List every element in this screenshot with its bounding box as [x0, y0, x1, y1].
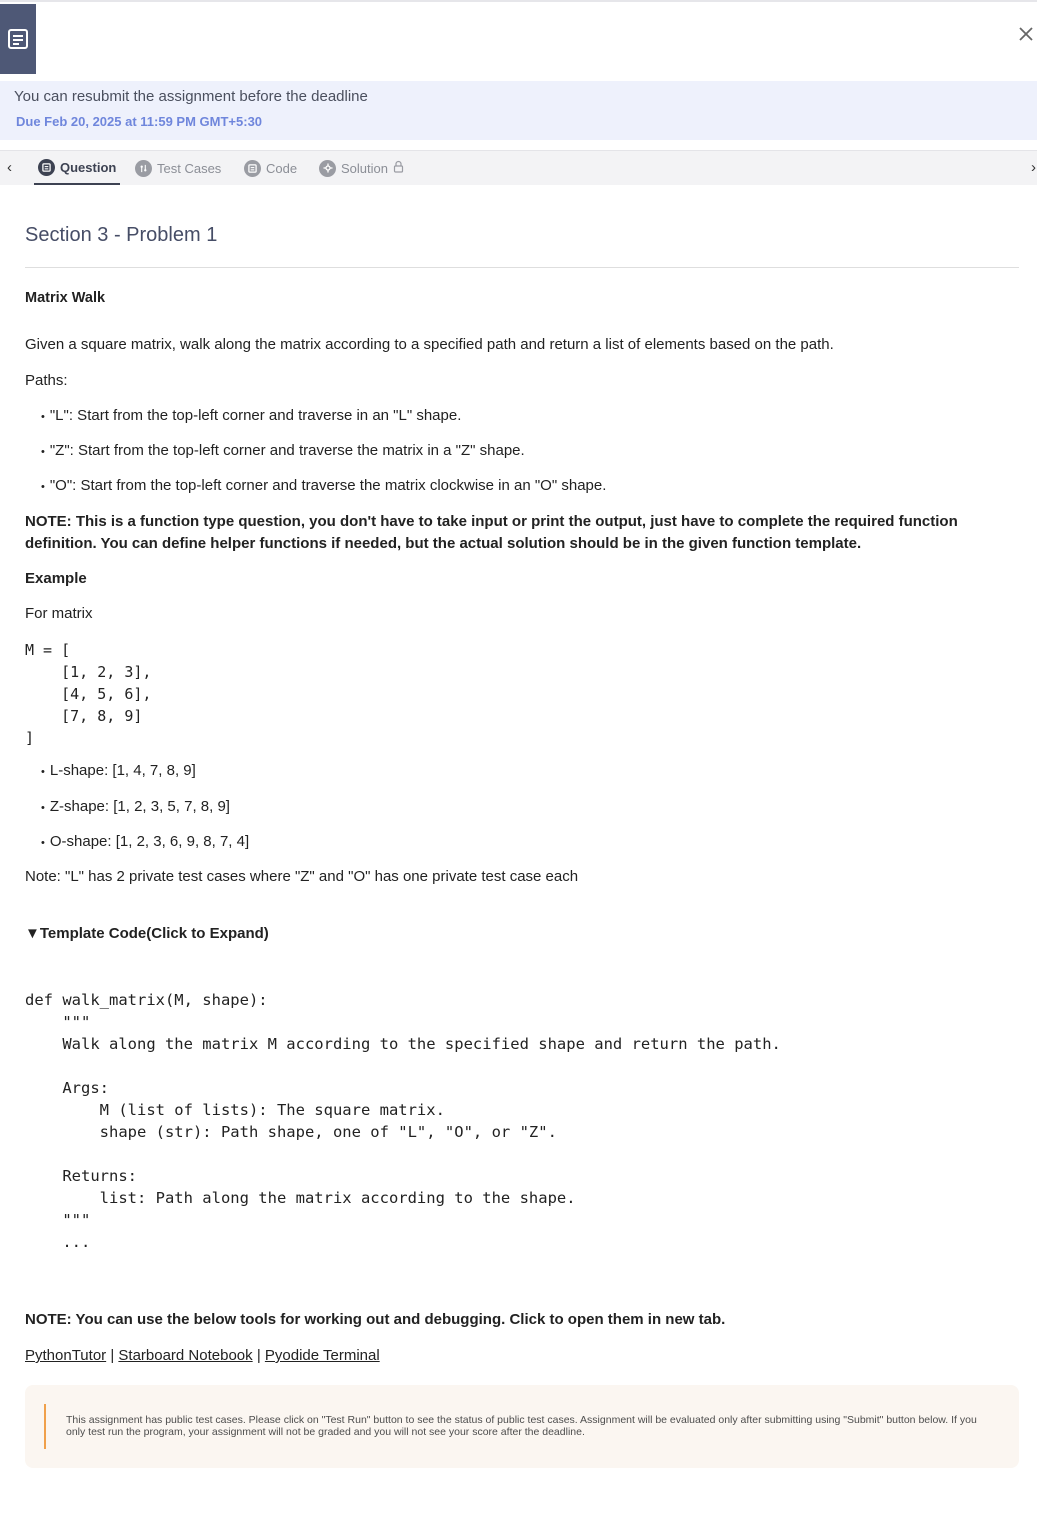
tab-scroll-right-button[interactable]: ›: [1031, 159, 1036, 176]
example-heading: Example: [25, 570, 87, 587]
tab-solution[interactable]: [319, 151, 404, 185]
close-icon[interactable]: [1015, 20, 1037, 48]
tab-label: Solution: [341, 160, 388, 176]
code-icon: [244, 160, 261, 177]
due-date: Due Feb 20, 2025 at 11:59 PM GMT+5:30: [16, 114, 263, 129]
document-icon[interactable]: [0, 4, 36, 74]
lock-icon: [393, 160, 404, 176]
template-code-toggle[interactable]: ▼Template Code(Click to Expand): [25, 925, 269, 942]
tab-bar: [0, 150, 1037, 185]
tab-label: Code: [266, 160, 298, 176]
list-item: • O-shape: [1, 2, 3, 6, 9, 8, 7, 4]: [41, 833, 249, 850]
page-title: Section 3 - Problem 1: [25, 224, 218, 246]
for-matrix-label: For matrix: [25, 605, 93, 622]
matrix-code-block: M = [ [1, 2, 3], [4, 5, 6], [7, 8, 9] ]: [25, 641, 152, 747]
question-icon: [38, 159, 55, 176]
tab-label: Test Cases: [157, 160, 222, 176]
tab-code[interactable]: [244, 151, 297, 185]
notice-message: You can resubmit the assignment before the deadline: [14, 88, 368, 105]
list-item: • L-shape: [1, 4, 7, 8, 9]: [41, 762, 196, 779]
list-item: • "L": Start from the top-left corner and traverse in an "L" shape.: [41, 407, 461, 424]
test-cases-icon: [135, 160, 152, 177]
problem-description: Given a square matrix, walk along the matrix according to a specified path and return a list of elements based on the path.: [25, 336, 834, 353]
public-test-info-box: [25, 1385, 1019, 1468]
link-separator: |: [106, 1347, 119, 1364]
divider: [25, 267, 1019, 268]
list-item: • "O": Start from the top-left corner and traverse the matrix clockwise in an "O" shape.: [41, 477, 606, 494]
tab-test-cases[interactable]: [135, 151, 221, 185]
pyodide-terminal-link[interactable]: Pyodide Terminal: [264, 1347, 380, 1364]
function-note: NOTE: This is a function type question, you don't have to take input or print the output, just have to complete the required function definition. You can define helper functions if needed, but the actual solution should be in the given function template.: [25, 513, 958, 552]
resubmit-notice: [0, 81, 1037, 140]
list-item: • Z-shape: [1, 2, 3, 5, 7, 8, 9]: [41, 798, 230, 815]
problem-name: Matrix Walk: [25, 290, 106, 306]
tab-scroll-left-button[interactable]: ‹: [7, 159, 12, 176]
info-accent-bar: [44, 1404, 46, 1449]
starboard-notebook-link[interactable]: Starboard Notebook: [118, 1347, 253, 1364]
pythontutor-link[interactable]: PythonTutor: [25, 1347, 107, 1364]
tab-label: Question: [60, 159, 117, 175]
private-test-note: Note: "L" has 2 private test cases where "Z" and "O" has one private test case each: [25, 868, 579, 885]
link-separator: |: [252, 1347, 265, 1364]
top-bar: [0, 0, 1037, 78]
tab-question[interactable]: [34, 151, 120, 185]
info-text: This assignment has public test cases. Please click on "Test Run" button to see the status of public test cases. Assignment will be evaluated only after submitting using "Submit" button below. If you only test run the program, your assignment will not be graded and you will not see your score after the deadline.: [66, 1414, 977, 1438]
list-item: • "Z": Start from the top-left corner and traverse the matrix in a "Z" shape.: [41, 442, 525, 459]
solution-icon: [319, 160, 336, 177]
template-code-block: def walk_matrix(M, shape): """ Walk along the matrix M according to the specified shape and return the path. Args: M (list of lists): The square matrix. shape (str): Path shape, one of "L", "O", or "Z". Returns: list: Path along the matrix according to the shape. """ ...: [25, 991, 781, 1251]
tools-note: NOTE: You can use the below tools for working out and debugging. Click to open them in new tab.: [25, 1311, 726, 1328]
tools-links: [25, 1347, 380, 1364]
paths-label: Paths:: [25, 372, 68, 389]
